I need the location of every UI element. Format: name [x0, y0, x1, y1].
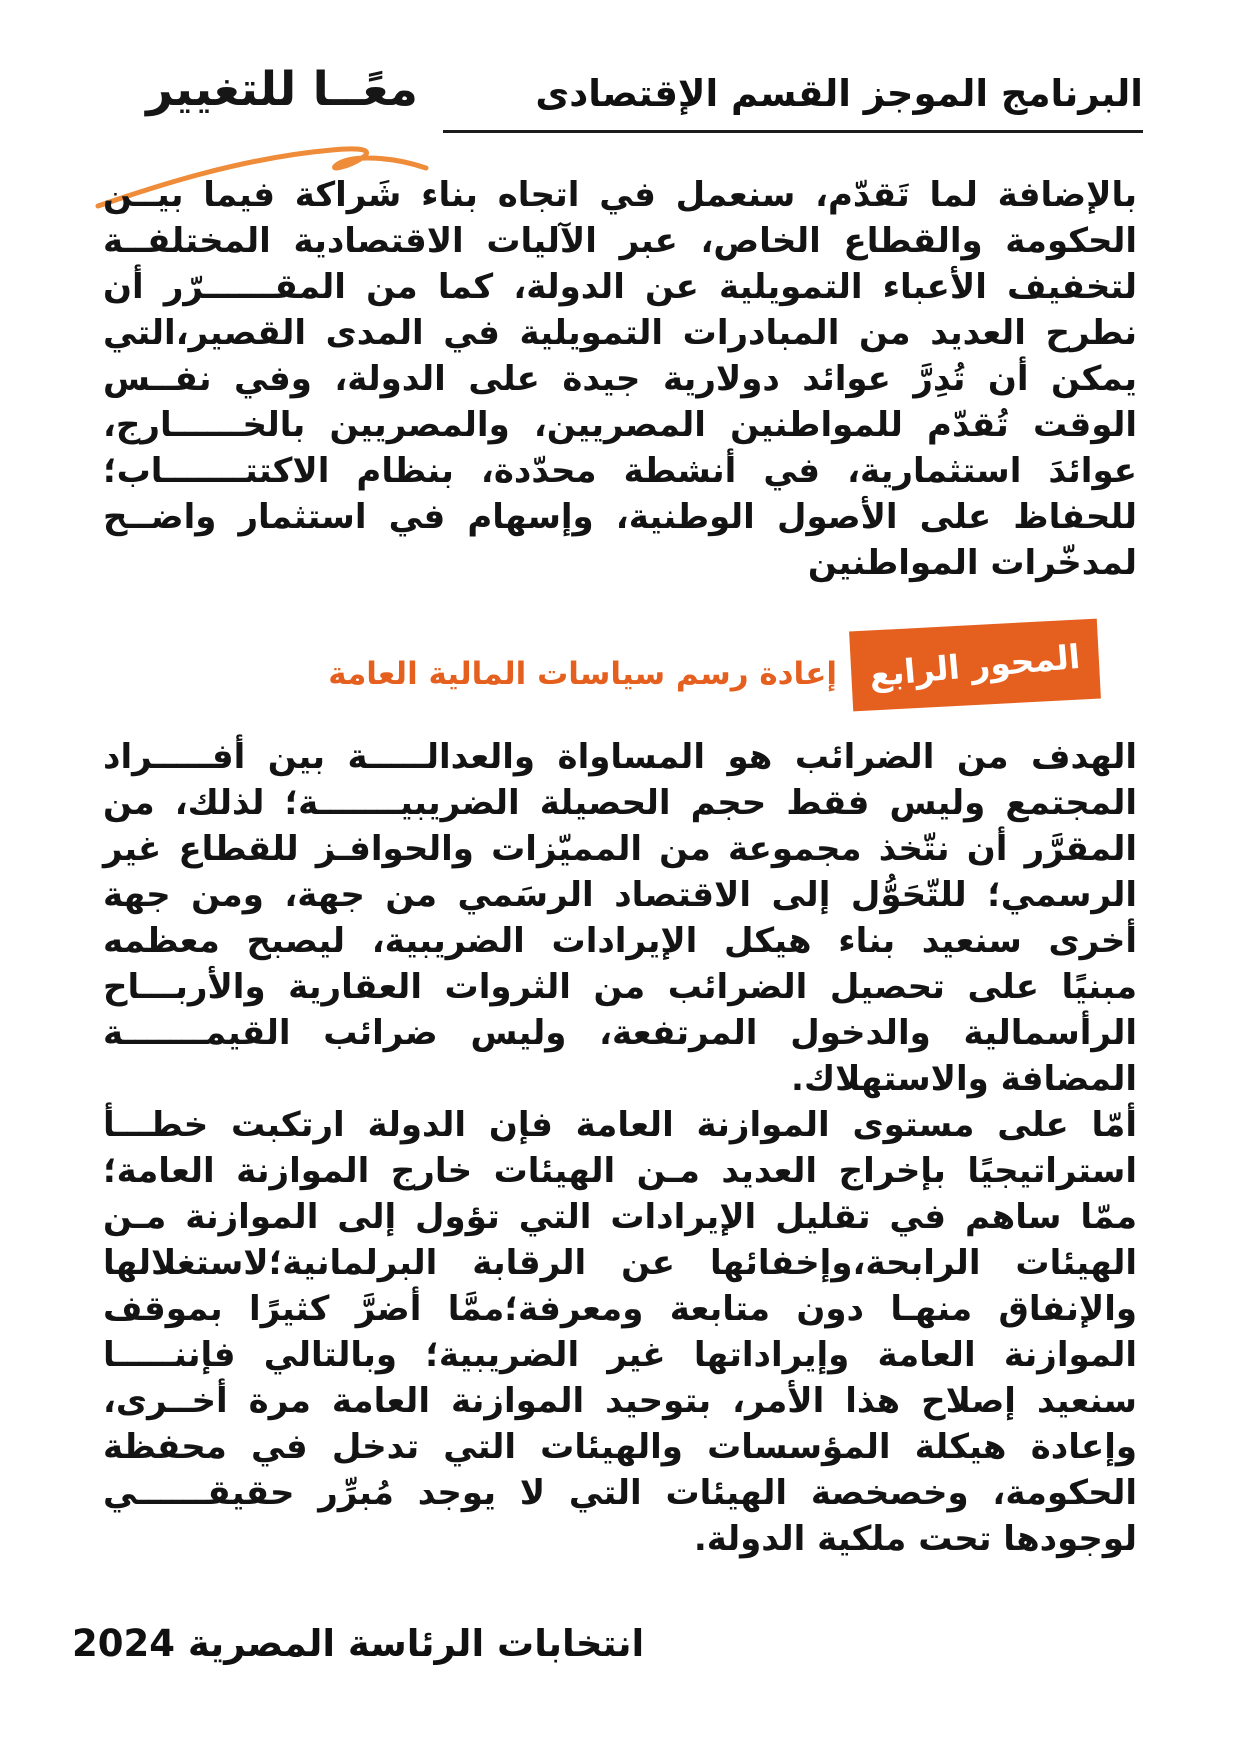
- paragraph-line: لتخفيف الأعباء التمويلية عن الدولة، كما من المقــــــرّر أن: [103, 267, 1137, 307]
- paragraph-line: الموازنة العامة وإيراداتها غير الضريبية؛ وبالتالي فإننـــــا: [103, 1335, 1137, 1375]
- axis-subtitle: إعادة رسم سياسات المالية العامة: [328, 656, 837, 692]
- paragraph-line: الهدف من الضرائب هو المساواة والعدالـــــة بين أفـــــراد: [103, 737, 1137, 777]
- paragraph-line: وإعادة هيكلة المؤسسات والهيئات التي تدخل في محفظة: [103, 1427, 1137, 1467]
- paragraph-line: لمدخّرات المواطنين: [807, 543, 1137, 583]
- paragraph-line: مبنيًا على تحصيل الضرائب من الثروات العقارية والأربـــاح: [103, 967, 1137, 1007]
- paragraph-line: استراتيجيًا بإخراج العديد مـن الهيئات خارج الموازنة العامة؛: [103, 1151, 1137, 1191]
- paragraph-line: الرأسمالية والدخول المرتفعة، وليس ضرائب القيمـــــــة: [103, 1013, 1137, 1053]
- campaign-logo: [118, 62, 418, 117]
- paragraph-line: نطرح العديد من المبادرات التمويلية في المدى القصير،التي: [103, 313, 1137, 353]
- paragraph-line: بالإضافة لما تَقدّم، سنعمل في اتجاه بناء شَراكة فيما بيــن: [103, 175, 1137, 215]
- page-footer: [72, 1622, 644, 1665]
- body-column: [103, 172, 1137, 1562]
- paragraph-line: المضافة والاستهلاك.: [791, 1059, 1137, 1099]
- paragraph-line: الهيئات الرابحة،وإخفائها عن الرقابة البرلمانية؛لاستغلالها: [103, 1243, 1137, 1283]
- page-header: [443, 70, 1143, 133]
- paragraph-1: [103, 172, 1137, 586]
- paragraph-line: سنعيد إصلاح هذا الأمر، بتوحيد الموازنة العامة مرة أخــرى،: [103, 1381, 1137, 1421]
- paragraph-line: الحكومة، وخصخصة الهيئات التي لا يوجد مُبرِّر حقيقــــــي: [103, 1473, 1137, 1513]
- paragraph-line: أخرى سنعيد بناء هيكل الإيرادات الضريبية، ليصبح معظمه: [103, 921, 1137, 961]
- footer-text: انتخابات الرئاسة المصرية 2024: [72, 1622, 645, 1665]
- paragraph-line: يمكن أن تُدِرَّ عوائد دولارية جيدة على الدولة، وفي نفــس: [103, 359, 1137, 399]
- document-title: البرنامج الموجز القسم الإقتصادى: [535, 72, 1143, 115]
- axis-heading-row: [103, 622, 1099, 708]
- paragraph-line: الوقت تُقدّم للمواطنين المصريين، والمصريين بالخــــــارج،: [103, 405, 1137, 445]
- header-divider: [443, 130, 1143, 133]
- paragraph-line: والإنفاق منهـا دون متابعة ومعرفة؛ممَّا أضرَّ كثيرًا بموقف: [103, 1289, 1137, 1329]
- axis-badge-label: المحور الرابع: [868, 636, 1082, 694]
- paragraph-line: الرسمي؛ للتّحَوُّل إلى الاقتصاد الرسَمي من جهة، ومن جهة: [103, 875, 1137, 915]
- paragraph-line: للحفاظ على الأصول الوطنية، وإسهام في استثمار واضــح: [103, 497, 1137, 537]
- logo-wordmark: معًــا للتغيير: [146, 62, 418, 117]
- paragraph-line: ممّا ساهم في تقليل الإيرادات التي تؤول إلى الموازنة مـن: [103, 1197, 1137, 1237]
- paragraph-line: المقرَّر أن نتّخذ مجموعة من المميّزات والحوافـز للقطاع غير: [103, 829, 1137, 869]
- paragraph-line: أمّا على مستوى الموازنة العامة فإن الدولة ارتكبت خطـــأ: [103, 1105, 1137, 1145]
- paragraph-line: عوائدَ استثمارية، في أنشطة محدّدة، بنظام الاكتتـــــــاب؛: [103, 451, 1137, 491]
- paragraph-line: المجتمع وليس فقط حجم الحصيلة الضريبيـــــــة؛ لذلك، من: [103, 783, 1137, 823]
- paragraph-line: الحكومة والقطاع الخاص، عبر الآليات الاقتصادية المختلفــة: [103, 221, 1137, 261]
- axis-badge: [849, 619, 1101, 712]
- paragraph-3: [103, 1102, 1137, 1562]
- paragraph-2: [103, 734, 1137, 1102]
- paragraph-line: لوجودها تحت ملكية الدولة.: [693, 1519, 1137, 1559]
